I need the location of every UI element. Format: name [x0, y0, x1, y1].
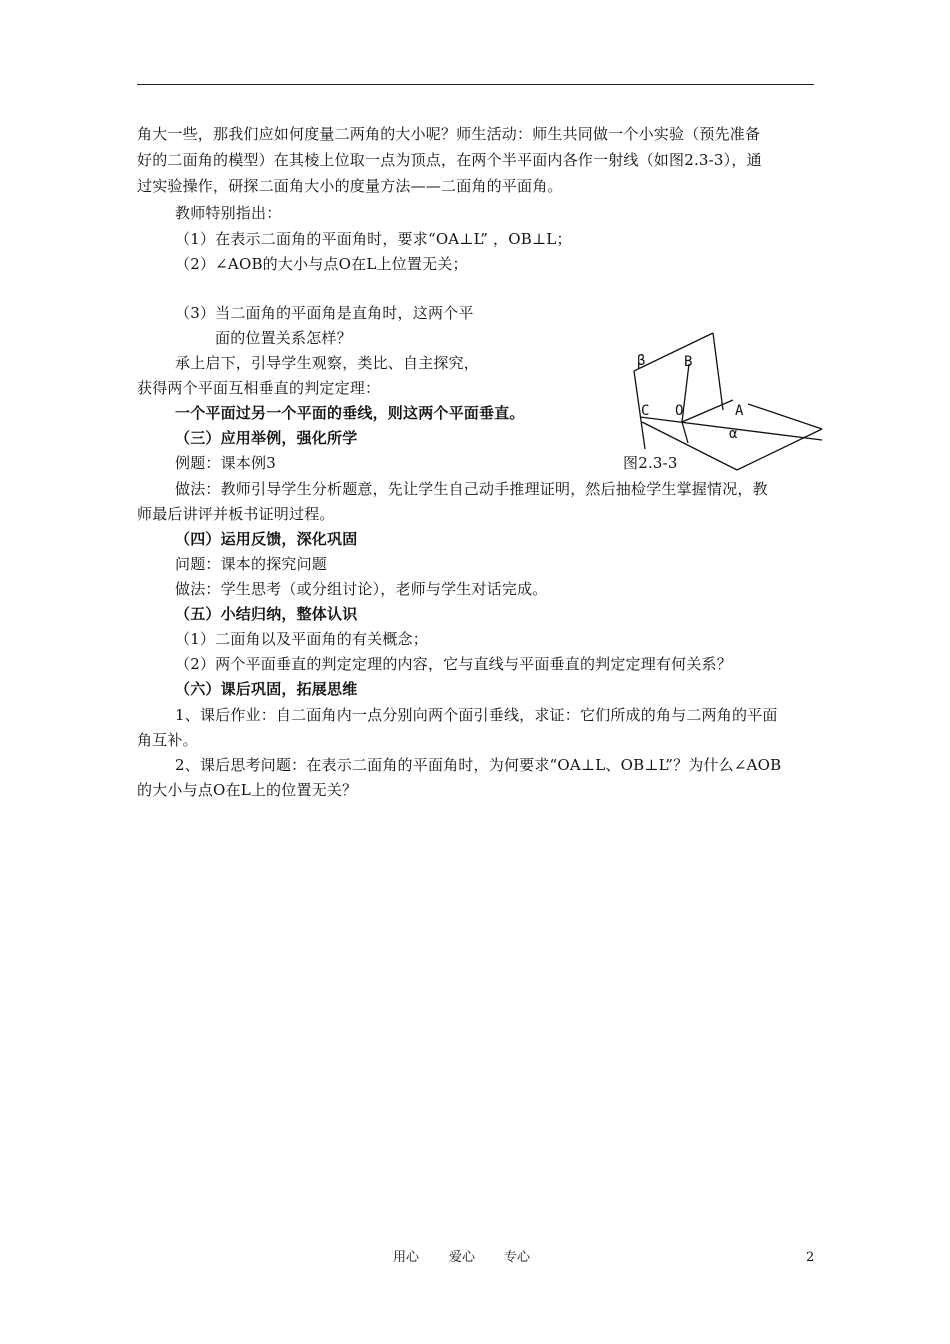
plane-beta-right-edge [713, 333, 723, 410]
paragraph-line: 师最后讲评并板书证明过程。 [137, 505, 335, 523]
paragraph-line: 角大一些，那我们应如何度量二两角的大小呢？师生活动：师生共同做一个小实验（预先准备 [137, 125, 761, 143]
list-item: （3）当二面角的平面角是直角时，这两个平 [175, 304, 474, 322]
paragraph-line: 2、课后思考问题：在表示二面角的平面角时，为何要求“OA⊥L、OB⊥L”？为什么∠AOB [175, 756, 782, 774]
paragraph-line: 过实验操作，研探二面角大小的度量方法——二面角的平面角。 [137, 177, 563, 195]
paragraph-line: 承上启下，引导学生观察，类比、自主探究， [175, 354, 480, 372]
paragraph-line: 做法：学生思考（或分组讨论），老师与学生对话完成。 [175, 580, 548, 598]
paragraph-line: 例题：课本例3 [175, 454, 276, 472]
paragraph-line: 1、课后作业：自二面角内一点分别向两个面引垂线，求证：它们所成的角与二两角的平面 [175, 706, 778, 724]
section-heading: （三）应用举例，强化所学 [175, 429, 358, 447]
section-heading: （六）课后巩固，拓展思维 [175, 680, 358, 698]
footer-motto-3: 专心 [504, 1250, 531, 1265]
ray-oa [682, 400, 733, 422]
section-heading: （五）小结归纳，整体认识 [175, 605, 358, 623]
plane-alpha-back-edge [748, 404, 822, 429]
paragraph-line: 获得两个平面互相垂直的判定定理： [137, 379, 381, 397]
list-item: （2）两个平面垂直的判定定理的内容，它与直线与平面垂直的判定定理有何关系？ [175, 655, 732, 673]
paragraph-line: 做法：教师引导学生分析题意，先让学生自己动手推理证明，然后抽检学生掌握情况，教 [175, 480, 768, 498]
label-b: B [684, 354, 693, 370]
page-number: 2 [806, 1250, 815, 1265]
list-item: （2）∠AOB的大小与点O在L上位置无关； [175, 255, 468, 273]
list-item: （1）在表示二面角的平面角时，要求“OA⊥L” ，OB⊥L； [175, 230, 572, 248]
figure-caption: 图2.3-3 [623, 454, 678, 472]
footer-motto-1: 用心 [393, 1250, 420, 1265]
label-alpha: α [729, 426, 738, 442]
list-item: （1）二面角以及平面角的有关概念； [175, 630, 428, 648]
plane-beta-top-edge [634, 333, 713, 371]
section-heading: （四）运用反馈，深化巩固 [175, 530, 358, 548]
list-item: 面的位置关系怎样？ [215, 329, 352, 347]
line-oc [682, 422, 688, 443]
paragraph-line: 角互补。 [137, 731, 198, 749]
label-o: O [675, 403, 684, 419]
label-c: C [641, 403, 650, 419]
label-beta: β [637, 353, 646, 369]
paragraph-line: 问题：课本的探究问题 [175, 555, 328, 573]
header-rule [137, 84, 814, 85]
paragraph-line: 教师特别指出： [175, 204, 282, 222]
label-a: A [735, 403, 744, 419]
footer-motto-2: 爱心 [449, 1250, 476, 1265]
paragraph-line: 的大小与点O在L上的位置无关？ [137, 781, 358, 799]
theorem-statement: 一个平面过另一个平面的垂线，则这两个平面垂直。 [175, 404, 525, 422]
paragraph-line: 好的二面角的模型）在其棱上位取一点为顶点，在两个半平面内各作一射线（如图2.3-3），通 [137, 151, 762, 169]
